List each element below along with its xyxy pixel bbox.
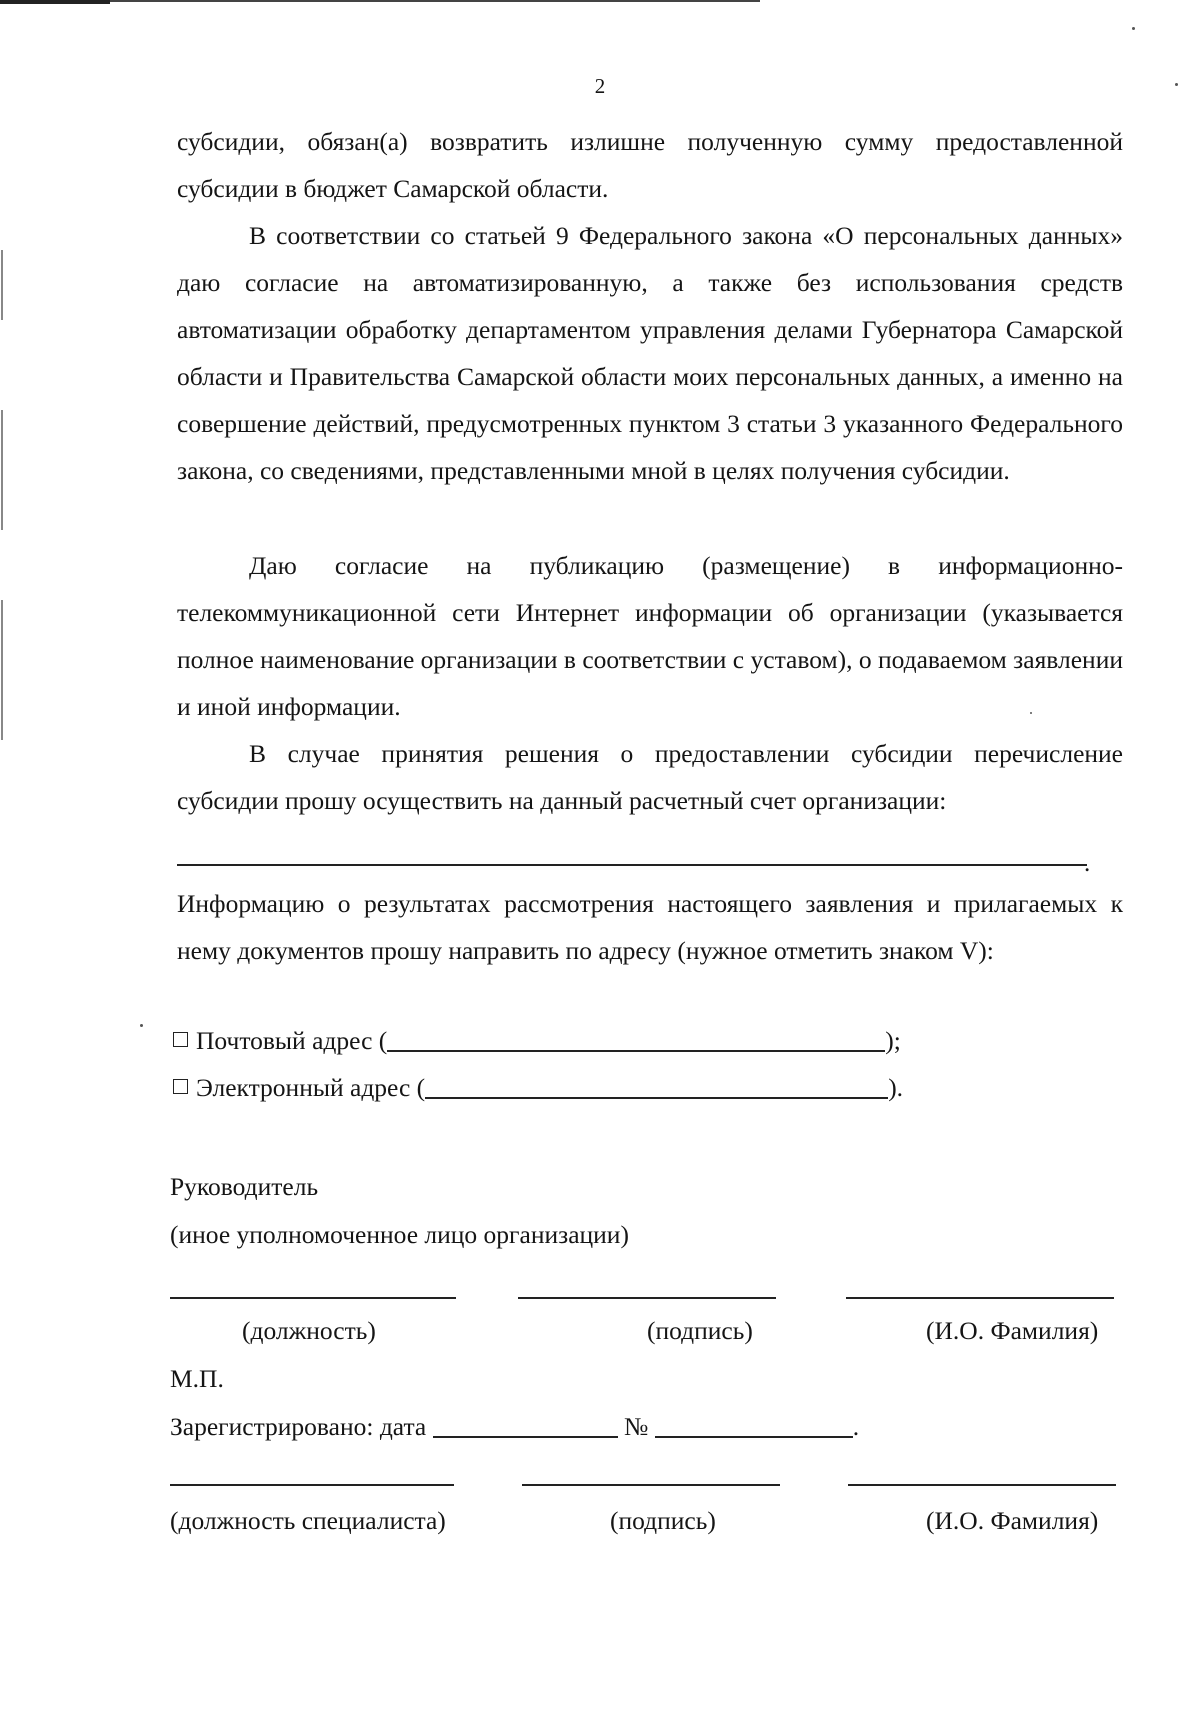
paragraph-line: субсидии, обязан(а) возвратить излишне полученную сумму предоставленной [177,127,1123,156]
registration-number-sign: № [623,1412,649,1441]
specialist-signature-caption: (подпись) [610,1506,716,1535]
registration-row [170,1412,859,1442]
checkbox-email-address[interactable] [173,1079,188,1094]
paragraph-result-delivery: Информацию о результатах рассмотрения настоящего заявления и прилагаемых к нему документов прошу направить по адресу (нужное отметить знаком V): [177,889,1123,965]
postal-address-label: Почтовый адрес ( [196,1026,388,1055]
scan-left-edge-mark [1,250,3,320]
option-postal-address[interactable] [173,1026,901,1056]
name-signature-line[interactable] [846,1297,1114,1299]
email-address-suffix: ). [888,1073,904,1102]
specialist-name-line[interactable] [848,1484,1116,1486]
seal-mark: М.П. [170,1364,224,1393]
signatory-subtitle: (иное уполномоченное лицо организации) [170,1220,629,1249]
paragraph-personal-data-consent: В соответствии со статьей 9 Федерального закона «О персональных данных» даю согласие на автоматизированную, а также без использования средств автоматизации обработку департаментом управления делами Губернатора Самарской области и Правительства Самарской области моих персональных данных, а именно на совершение действий, предусмотренных пунктом 3 статьи 3 указанного Федерального закона, со сведениями, представленными мной в целях получения субсидии. [177,221,1123,485]
registration-label: Зарегистрировано: дата [170,1412,427,1441]
paragraph-return-subsidy [177,118,1123,212]
postal-address-field[interactable] [387,1026,885,1052]
registration-end-punct: . [852,1412,860,1441]
scan-top-edge-dark [0,0,110,4]
signature-line[interactable] [518,1297,776,1299]
signature-caption: (подпись) [647,1316,753,1345]
position-caption: (должность) [242,1316,376,1345]
postal-address-suffix: ); [885,1026,901,1055]
scan-top-edge [0,0,760,2]
scan-left-edge-mark [1,410,3,530]
scan-speck [1132,27,1135,30]
specialist-name-caption: (И.О. Фамилия) [926,1506,1099,1535]
specialist-signature-line[interactable] [522,1484,780,1486]
scan-speck [140,1024,143,1027]
checkbox-postal-address[interactable] [173,1032,188,1047]
position-signature-line[interactable] [170,1297,456,1299]
paragraph-publication-consent: Даю согласие на публикацию (размещение) в информационно-телекоммуникационной сети Интернет информации об организации (указывается полное наименование организации в соответствии с уставом), о подаваемом заявлении и иной информации. [177,551,1123,721]
paragraph-bank-account: В случае принятия решения о предоставлении субсидии перечисление субсидии прошу осуществить на данный расчетный счет организации: [177,739,1123,815]
email-address-field[interactable] [425,1073,888,1099]
bank-account-field-line[interactable] [177,864,1087,866]
name-caption: (И.О. Фамилия) [926,1316,1099,1345]
specialist-position-caption: (должность специалиста) [170,1506,446,1535]
page-number: 2 [594,74,606,98]
option-email-address[interactable] [173,1073,903,1103]
registration-number-field[interactable] [655,1412,853,1438]
bank-account-end-punct: . [1084,850,1091,877]
signatory-title: Руководитель [170,1172,319,1201]
specialist-position-line[interactable] [170,1484,454,1486]
paragraph-line: субсидии в бюджет Самарской области. [177,174,609,203]
registration-date-field[interactable] [433,1412,618,1438]
scan-left-edge-mark [1,600,3,740]
email-address-label: Электронный адрес ( [196,1073,426,1102]
